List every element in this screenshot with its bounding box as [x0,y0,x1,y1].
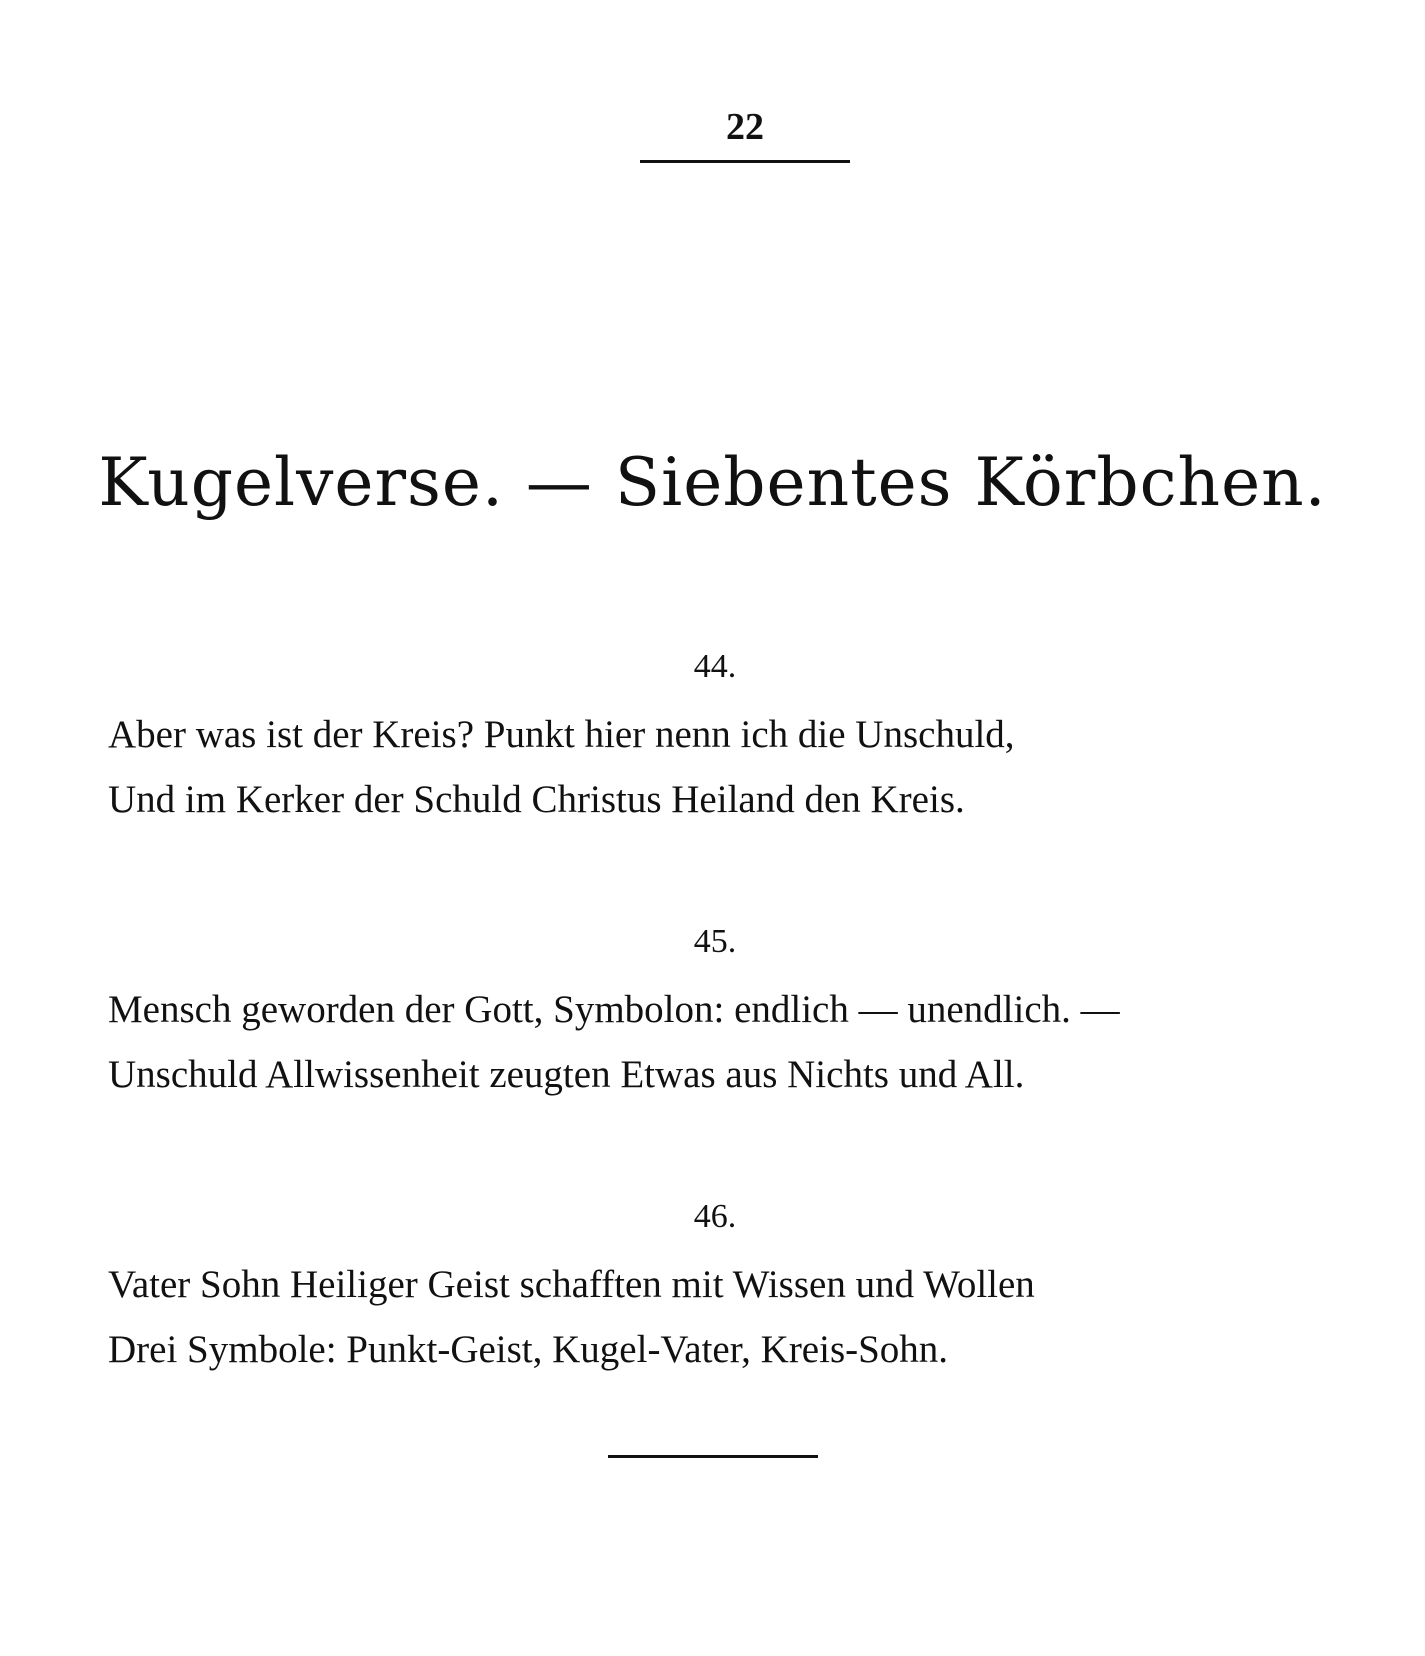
verse-45-line-1: Mensch geworden der Gott, Symbolon: endlich — unendlich. — [108,988,1120,1031]
verse-44-line-1: Aber was ist der Kreis? Punkt hier nenn ich die Unschuld, [108,713,1015,756]
verse-46-line-2: Drei Symbole: Punkt-Geist, Kugel-Vater, Kreis-Sohn. [108,1328,949,1371]
verse-46-line-1: Vater Sohn Heiliger Geist schafften mit Wissen und Wollen [108,1263,1035,1306]
verse-number-46: 46. [693,1198,737,1235]
verse-number-44: 44. [693,648,737,685]
footer-rule [608,1455,818,1458]
verse-44-line-2: Und im Kerker der Schuld Christus Heiland den Kreis. [108,778,965,821]
header-rule [640,160,850,163]
chapter-title: Kugelverse. — Siebentes Körbchen. [98,444,1327,521]
page-number: 22 [726,106,764,148]
verse-number-45: 45. [693,923,737,960]
verse-45-line-2: Unschuld Allwissenheit zeugten Etwas aus Nichts und All. [108,1053,1025,1096]
